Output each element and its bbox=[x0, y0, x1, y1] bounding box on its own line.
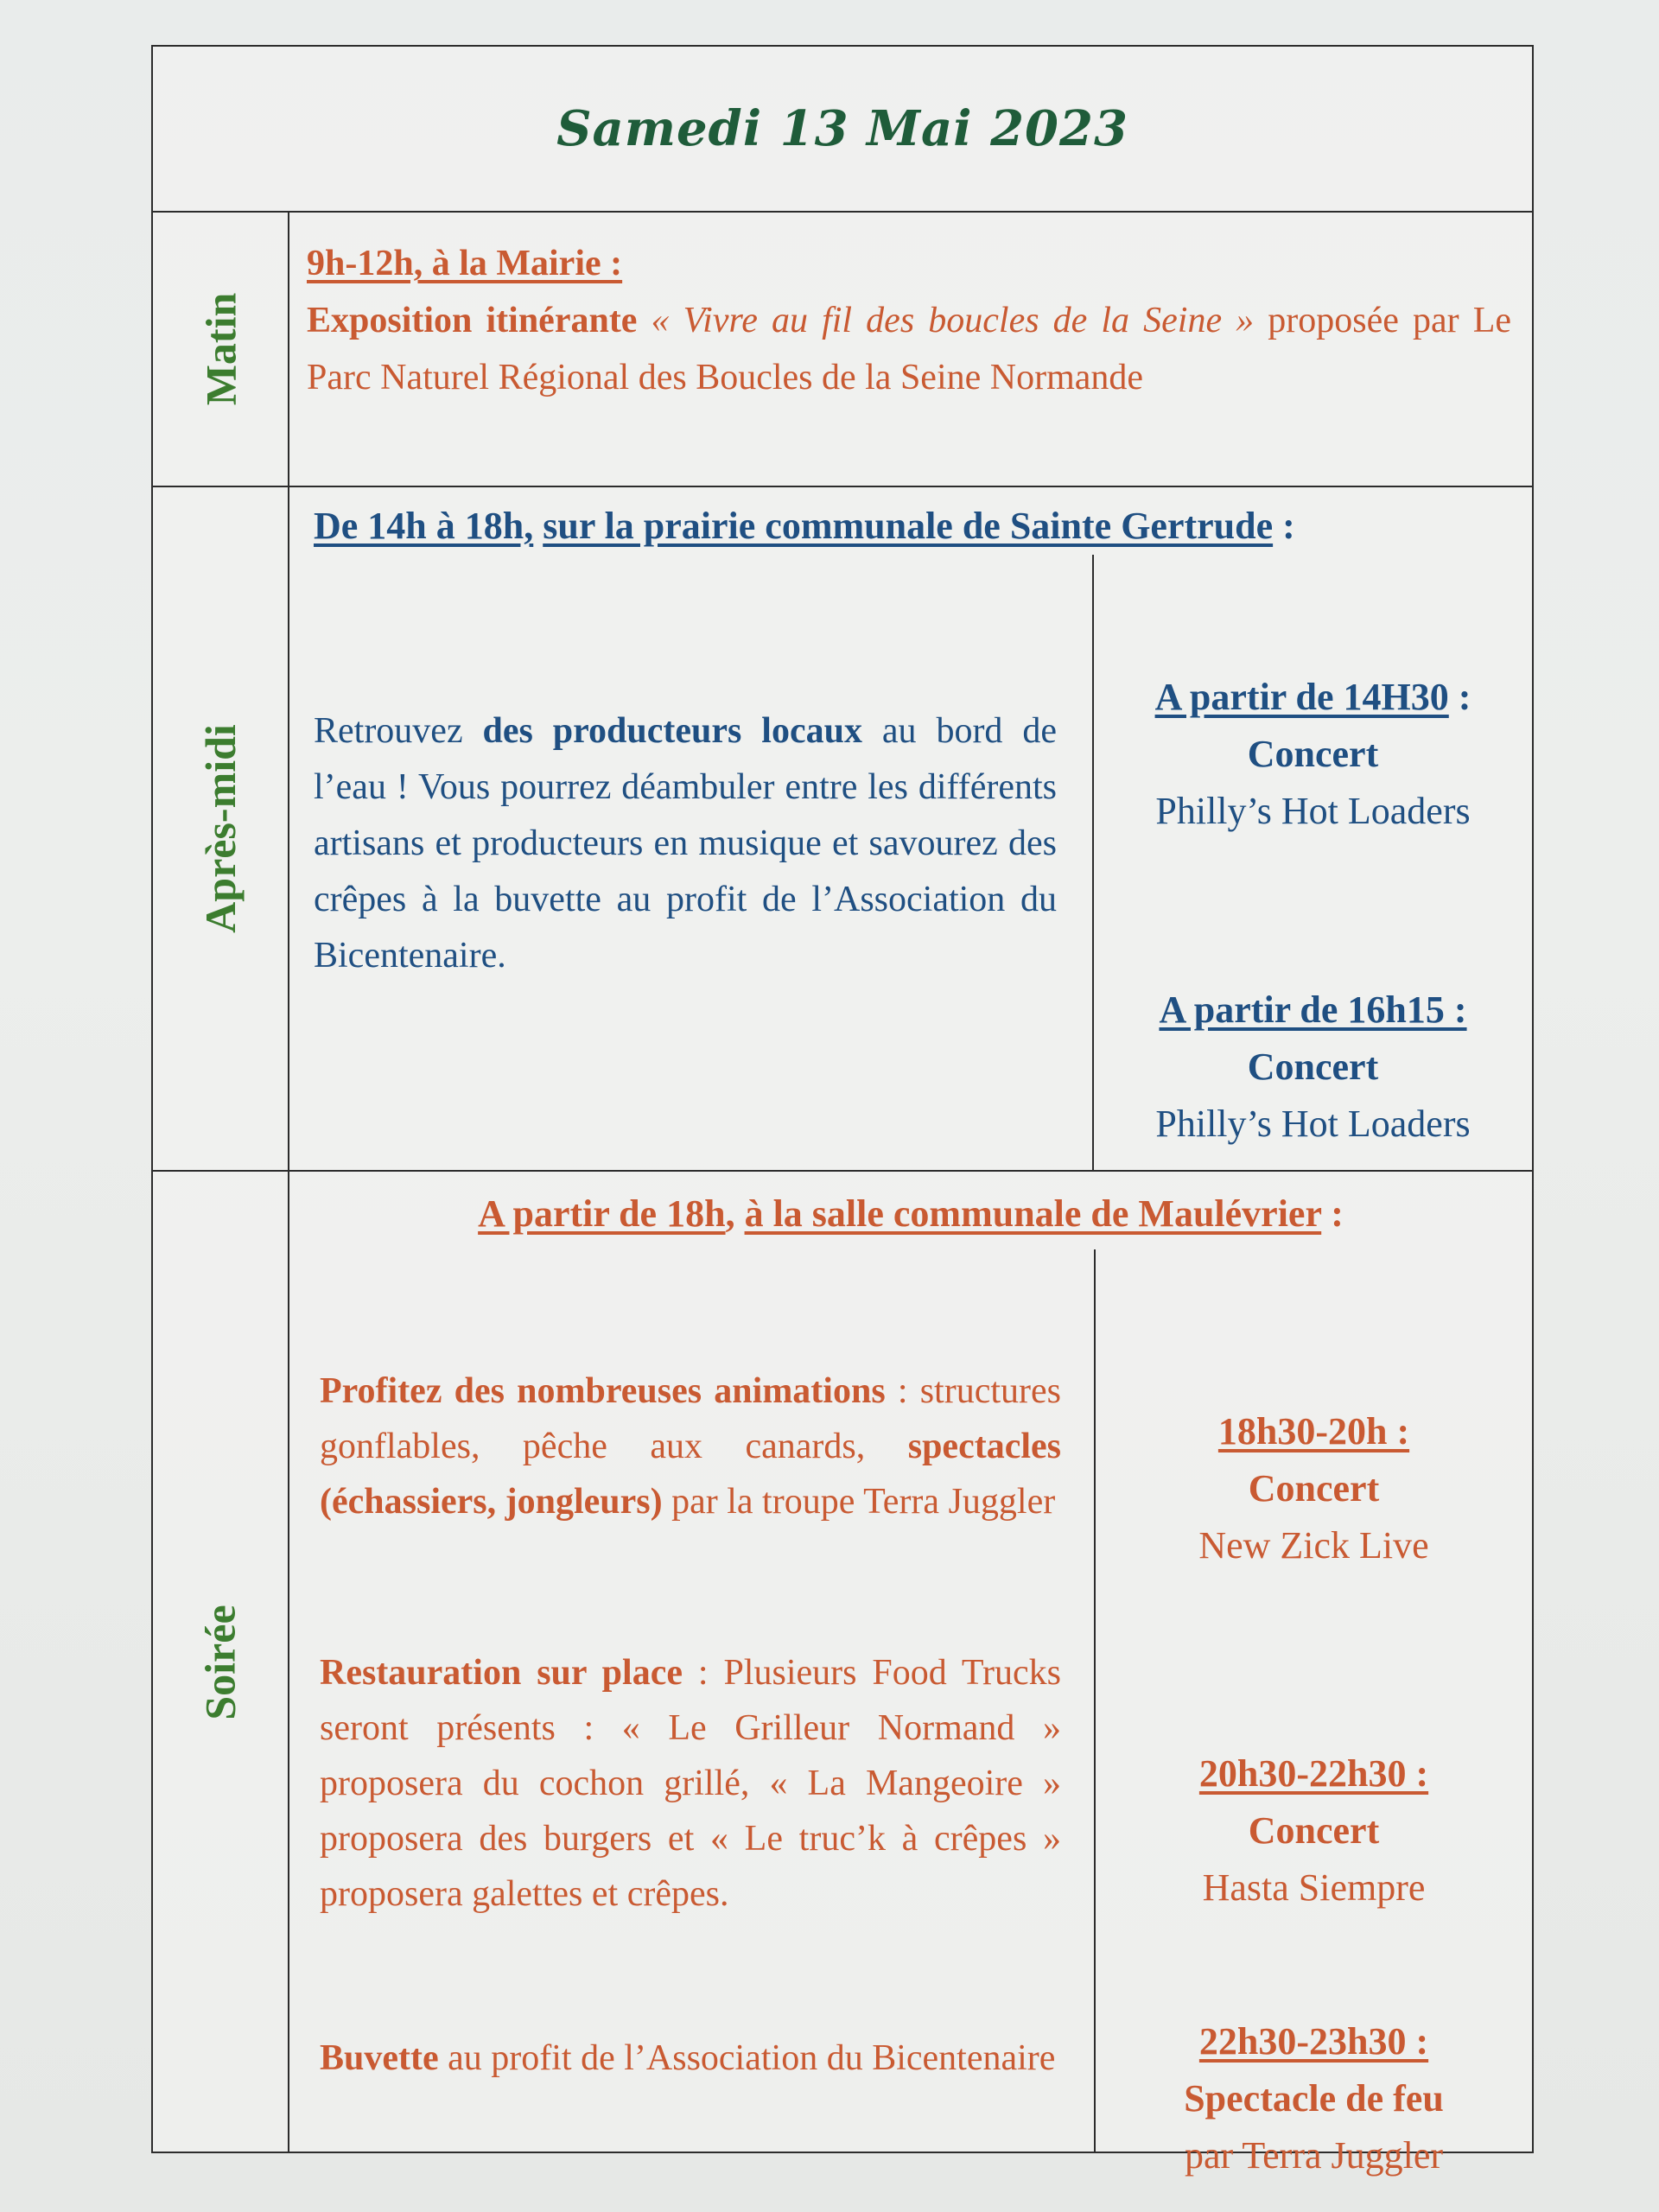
soiree-restauration bbox=[320, 1645, 1061, 1922]
event-artist: New Zick Live bbox=[1198, 1524, 1429, 1567]
soiree-heading bbox=[289, 1184, 1532, 1244]
event-type: Concert bbox=[1248, 1809, 1380, 1852]
label-col-apres-midi bbox=[153, 487, 289, 1170]
event-time-suffix: : bbox=[1448, 676, 1471, 718]
matin-time: 9h-12h, à la Mairie : bbox=[307, 244, 623, 283]
soiree-sep: , bbox=[725, 1192, 745, 1235]
buvette-bold: Buvette bbox=[320, 2038, 439, 2078]
event-artist: par Terra Juggler bbox=[1184, 2134, 1444, 2177]
apres-midi-event-1 bbox=[1094, 669, 1532, 840]
event-artist: Philly’s Hot Loaders bbox=[1155, 790, 1471, 832]
section-matin bbox=[153, 213, 1532, 487]
section-label-soiree: Soirée bbox=[196, 1605, 245, 1720]
event-type: Concert bbox=[1247, 1046, 1379, 1088]
soiree-event-2 bbox=[1096, 1745, 1532, 1916]
apres-midi-place: sur la prairie communale de Sainte Gertrude bbox=[543, 505, 1274, 547]
event-type: Concert bbox=[1247, 733, 1379, 775]
soiree-event-3 bbox=[1096, 2013, 1532, 2184]
event-artist: Hasta Siempre bbox=[1202, 1866, 1426, 1909]
soiree-colon: : bbox=[1321, 1192, 1344, 1235]
restauration-bold: Restauration sur place bbox=[320, 1653, 683, 1693]
program-sheet bbox=[151, 45, 1534, 2177]
event-time: A partir de 14H30 bbox=[1154, 676, 1449, 718]
apres-midi-body-start: Retrouvez bbox=[314, 711, 483, 751]
apres-midi-body-rest: au bord de l’eau ! Vous pourrez déambuler entre les différents artisans et producteurs en musique et savourez des crêpes à la buvette au profit de l’Association du Bicentenaire. bbox=[314, 711, 1057, 976]
page-title: Samedi 13 Mai 2023 bbox=[556, 100, 1128, 157]
content-apres-midi bbox=[289, 487, 1532, 1170]
restauration-text: : Plusieurs Food Trucks seront présents : « Le Grilleur Normand » proposera du cochon grillé, « La Mangeoire » proposera des burgers et « Le truc’k à crêpes » proposera galettes et crêpes. bbox=[320, 1653, 1061, 1914]
apres-midi-event-2 bbox=[1094, 982, 1532, 1153]
animations-text-2: par la troupe Terra Juggler bbox=[662, 1482, 1056, 1522]
soiree-place: à la salle communale de Maulévrier bbox=[744, 1192, 1322, 1235]
label-col-matin bbox=[153, 213, 289, 486]
matin-expo-name: « Vivre au fil des boucles de la Seine » bbox=[651, 301, 1255, 340]
event-time: 18h30-20h : bbox=[1217, 1410, 1410, 1452]
event-type: Spectacle de feu bbox=[1184, 2077, 1444, 2120]
apres-midi-body-bold: des producteurs locaux bbox=[482, 711, 862, 751]
title-row bbox=[153, 47, 1532, 213]
section-apres-midi bbox=[153, 487, 1532, 1172]
content-matin bbox=[289, 213, 1532, 486]
soiree-event-1 bbox=[1096, 1403, 1532, 1574]
animations-bold-2: spectacles (échassiers, jongleurs) bbox=[320, 1427, 1061, 1522]
label-col-soiree bbox=[153, 1172, 289, 2153]
matin-expo-desc: proposée par Le Parc Naturel Régional des Boucles de la Seine Normande bbox=[307, 301, 1511, 397]
event-type: Concert bbox=[1248, 1467, 1380, 1510]
content-soiree bbox=[289, 1172, 1532, 2177]
matin-expo-title: Exposition itinérante bbox=[307, 301, 638, 340]
event-artist: Philly’s Hot Loaders bbox=[1155, 1103, 1471, 1145]
apres-midi-description bbox=[314, 703, 1057, 984]
soiree-buvette bbox=[320, 2031, 1061, 2086]
apres-midi-heading bbox=[314, 496, 1515, 556]
section-label-matin: Matin bbox=[195, 292, 245, 406]
soiree-time: A partir de 18h bbox=[478, 1192, 726, 1235]
apres-midi-time: De 14h à 18h, bbox=[314, 505, 534, 547]
apres-midi-colon: : bbox=[1273, 505, 1295, 547]
event-time: 20h30-22h30 : bbox=[1198, 1752, 1429, 1795]
section-soiree bbox=[153, 1172, 1532, 2177]
event-time: 22h30-23h30 : bbox=[1198, 2020, 1429, 2063]
soiree-animations bbox=[320, 1363, 1061, 1529]
animations-text: : structures gonflables, pêche aux canards, bbox=[320, 1371, 1061, 1466]
event-time: A partir de 16h15 : bbox=[1159, 988, 1467, 1031]
matin-text bbox=[307, 235, 1511, 406]
animations-bold: Profitez des nombreuses animations bbox=[320, 1371, 886, 1411]
section-label-apres-midi: Après-midi bbox=[196, 724, 245, 933]
buvette-text: au profit de l’Association du Bicentenaire bbox=[438, 2038, 1056, 2078]
